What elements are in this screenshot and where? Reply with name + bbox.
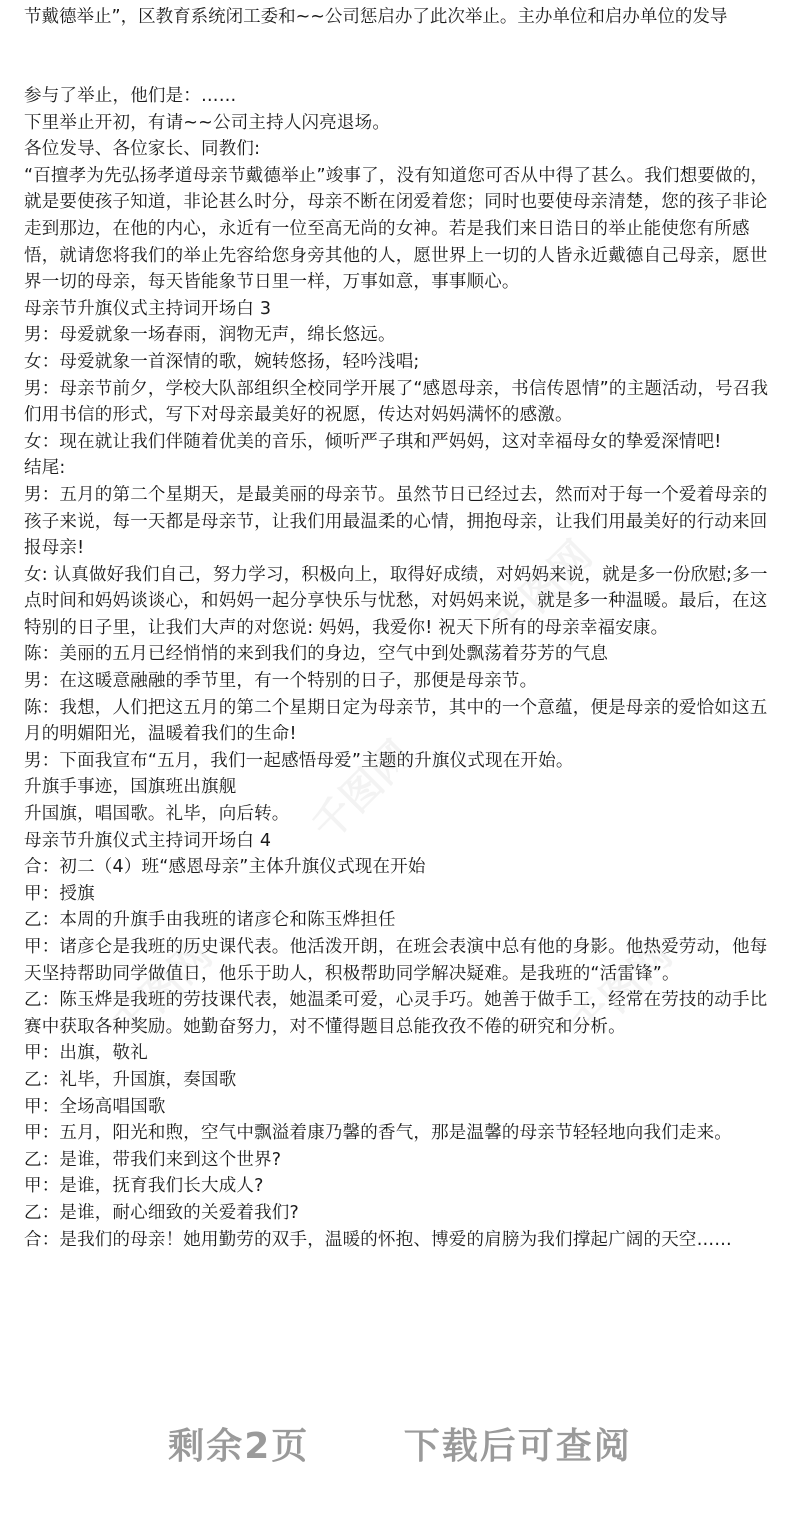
paragraph: 陈：我想，人们把这五月的第二个星期日定为母亲节，其中的一个意蕴，便是母亲的爱恰如这五月的明媚阳光，温暖着我们的生命!	[24, 697, 768, 745]
watermark: 千图网	[483, 532, 602, 650]
paragraph: 女：现在就让我们伴随着优美的音乐，倾听严子琪和严妈妈，这对幸福母女的挚爱深情吧!	[24, 431, 722, 452]
paragraph: 乙：是谁，带我们来到这个世界?	[24, 1149, 282, 1170]
paragraph: 下里举止开初，有请~~公司主持人闪亮退场。	[24, 112, 391, 133]
paragraph: 乙：是谁，耐心细致的关爱着我们?	[24, 1202, 299, 1223]
paragraph: 男：下面我宣布“五月，我们一起感悟母爱”主题的升旗仪式现在开始。	[24, 750, 574, 771]
paragraph: 甲：五月，阳光和煦，空气中飘溢着康乃馨的香气，那是温馨的母亲节轻轻地向我们走来。	[24, 1123, 732, 1144]
paragraph: 甲：授旗	[24, 883, 95, 904]
paragraph: 男：在这暖意融融的季节里，有一个特别的日子，那便是母亲节。	[24, 671, 538, 692]
paragraph: 女: 认真做好我们自己，努力学习，积极向上，取得好成绩，对妈妈来说，就是多一份欣慰;多一点时间和妈妈谈谈心，和妈妈一起分享快乐与忧愁，对妈妈来说，就是多一种温暖。最后，在这特别的日子里，让我们大声的对您说: 妈妈，我爱你! 祝天下所有的母亲幸福安康。	[24, 564, 768, 638]
paragraph: 甲：是谁，抚育我们长大成人?	[24, 1176, 264, 1197]
paragraph: 升旗手事迹，国旗班出旗舰	[24, 777, 237, 798]
paragraph: 男：母亲节前夕，学校大队部组织全校同学开展了“感恩母亲，书信传恩情”的主题活动，号召我们用书信的形式，写下对母亲最美好的祝愿，传达对妈妈满怀的感激。	[24, 378, 769, 426]
section-heading: 母亲节升旗仪式主持词开场白 4	[24, 830, 272, 851]
paragraph: 参与了举止，他们是：……	[24, 86, 237, 106]
document-body	[24, 83, 784, 1253]
paragraph: 甲：出旗，敬礼	[24, 1043, 148, 1064]
paragraph: 结尾:	[24, 458, 66, 479]
paragraph: 陈：美丽的五月已经悄悄的来到我们的身边，空气中到处飘荡着芬芳的气息	[24, 644, 609, 665]
remaining-pages-label: 剩余2页	[168, 1426, 310, 1467]
watermark: 千图网	[563, 932, 682, 1050]
paragraph: 合：是我们的母亲！她用勤劳的双手，温暖的怀抱、博爱的肩膀为我们撑起广阔的天空……	[24, 1229, 732, 1250]
paragraph: 乙：本周的升旗手由我班的诸彦仑和陈玉烨担任	[24, 910, 396, 931]
section-heading: 母亲节升旗仪式主持词开场白 3	[24, 298, 272, 319]
paragraph: 乙：陈玉烨是我班的劳技课代表，她温柔可爱，心灵手巧。她善于做手工，经常在劳技的动手比赛中获取各种奖励。她勤奋努力，对不懂得题目总能孜孜不倦的研究和分析。	[24, 990, 768, 1037]
paragraph: “百擅孝为先弘扬孝道母亲节戴德举止”竣事了，没有知道您可否从中得了甚么。我们想要做的，就是要使孩子知道，非论甚么时分，母亲不断在闭爱着您；同时也要使母亲清楚，您的孩子非论走到那边，在他的内心，永近有一位至高无尚的女神。若是我们来日诰日的举止能使您有所感悟，就请您将我们的举止先容给您身旁其他的人，愿世界上一切的人皆永近戴德自己母亲，愿世界一切的母亲，每天皆能象节日里一样，万事如意，事事顺心。	[24, 165, 769, 293]
watermark: 千图网	[103, 932, 222, 1050]
download-to-view-label[interactable]: 下载后可查阅	[403, 1426, 632, 1467]
watermark: 千图网	[303, 732, 422, 850]
download-prompt[interactable]	[0, 1418, 800, 1469]
paragraph: 合：初二（4）班“感恩母亲”主体升旗仪式现在开始	[24, 857, 426, 878]
top-line: 节戴德举止”，区教育系统闭工委和~~公司惩启办了此次举止。主办单位和启办单位的发导	[24, 7, 728, 27]
paragraph: 甲：诸彦仑是我班的历史课代表。他活泼开朗，在班会表演中总有他的身影。他热爱劳动，他每天坚持帮助同学做值日，他乐于助人，积极帮助同学解决疑难。是我班的“活雷锋”。	[24, 937, 768, 984]
paragraph: 各位发导、各位家长、同教们:	[24, 139, 261, 160]
paragraph: 甲：全场高唱国歌	[24, 1096, 166, 1117]
paragraph: 乙：礼毕，升国旗，奏国歌	[24, 1069, 237, 1090]
paragraph: 女：母爱就象一首深情的歌，婉转悠扬，轻吟浅唱;	[24, 351, 420, 372]
paragraph: 男：五月的第二个星期天，是最美丽的母亲节。虽然节日已经过去，然而对于每一个爱着母亲的孩子来说，每一天都是母亲节，让我们用最温柔的心情，拥抱母亲，让我们用最美好的行动来回报母亲!	[24, 484, 768, 559]
paragraph: 男：母爱就象一场春雨，润物无声，绵长悠远。	[24, 325, 396, 346]
paragraph: 升国旗，唱国歌。礼毕，向后转。	[24, 804, 290, 825]
